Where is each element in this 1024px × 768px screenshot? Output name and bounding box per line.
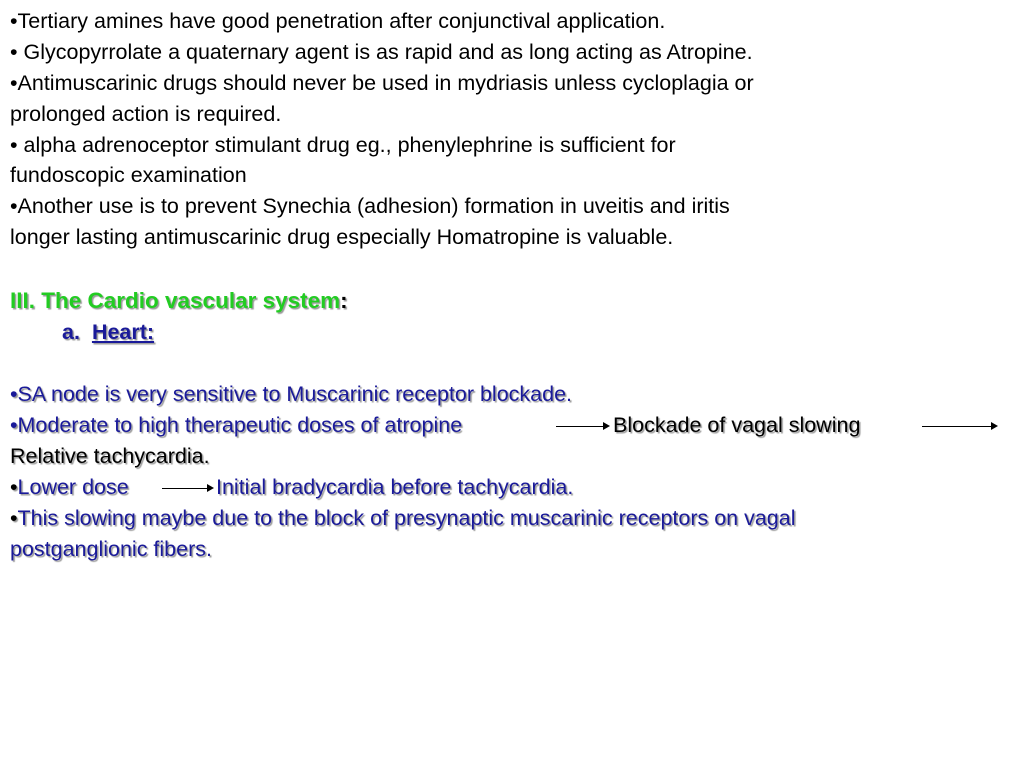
heart-bullet-2-b [613,410,860,441]
arrow-icon [556,426,608,427]
text-line: • alpha adrenoceptor stimulant drug eg., phenylephrine is sufficient for [10,133,676,157]
bullet-dot: • [10,506,18,530]
heart-bullet-4-b [10,534,212,565]
text-line: • Glycopyrrolate a quaternary agent is as rapid and as long acting as Atropine. [10,40,753,64]
text-line: prolonged action is required. [10,102,282,126]
heart-bullet-3-text-a: Lower dose [17,475,129,499]
section-heading-colon: : [340,288,348,313]
subheading-marker: a. [62,320,80,344]
text-line: •Antimuscarinic drugs should never be used in mydriasis unless cycloplagia or [10,71,754,95]
section-heading-text: III. The Cardio vascular system [10,288,341,313]
text-line: fundoscopic examination [10,163,247,187]
subheading-label: Heart: [91,320,155,344]
heart-bullet-2-text-a: •Moderate to high therapeutic doses of atropine [10,413,463,437]
heart-bullet-2-c [10,441,210,472]
heart-bullet-2-text-b: Blockade of vagal slowing [613,413,861,437]
heart-bullet-1 [10,379,572,410]
subheading [62,317,154,348]
arrow-icon [922,426,996,427]
heart-bullet-3 [10,472,129,503]
heart-bullet-4-text-b: postganglionic fibers. [10,537,212,561]
section-heading [10,285,348,316]
bullet-dot: • [10,475,18,499]
heart-bullet-4 [10,503,796,534]
heart-bullet-4-text-a: This slowing maybe due to the block of presynaptic muscarinic receptors on vagal [17,506,796,530]
heart-bullet-2 [10,410,462,441]
heart-bullet-1-text: •SA node is very sensitive to Muscarinic receptor blockade. [10,382,573,406]
arrow-icon [162,488,212,489]
text-line: •Another use is to prevent Synechia (adhesion) formation in uveitis and iritis [10,194,730,218]
heart-bullet-3-text-b: Initial bradycardia before tachycardia. [216,475,574,499]
heart-bullet-2-text-c: Relative tachycardia. [10,444,210,468]
heart-bullet-3-b [216,472,573,503]
text-line: •Tertiary amines have good penetration after conjunctival application. [10,9,666,33]
text-line: longer lasting antimuscarinic drug especially Homatropine is valuable. [10,225,674,249]
